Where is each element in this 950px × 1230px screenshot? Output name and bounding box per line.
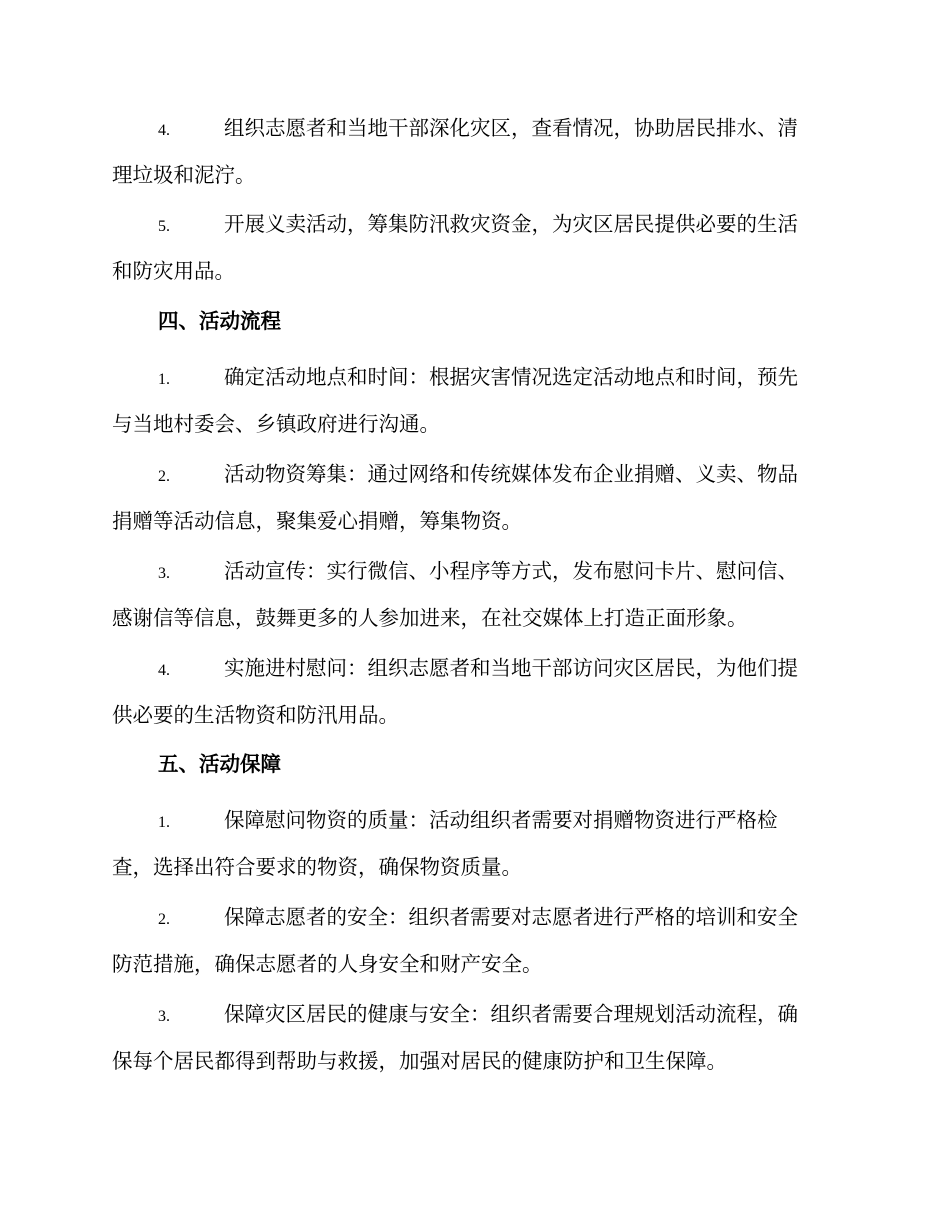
item-text-line1: 保障志愿者的安全：组织者需要对志愿者进行严格的培训和安全 <box>224 905 798 929</box>
item-text-line2: 和防灾用品。 <box>112 259 235 283</box>
list-item <box>112 646 834 737</box>
item-number: 1. <box>158 814 170 831</box>
item-text-line2: 防范措施，确保志愿者的人身安全和财产安全。 <box>112 952 543 976</box>
item-number: 3. <box>158 565 170 582</box>
item-number: 1. <box>158 371 170 388</box>
item-text-line1: 组织志愿者和当地干部深化灾区，查看情况，协助居民排水、清 <box>224 116 798 140</box>
item-text-line1: 确定活动地点和时间：根据灾害情况选定活动地点和时间，预先 <box>224 365 798 389</box>
list-item <box>112 202 834 293</box>
item-number: 5. <box>158 218 170 235</box>
section-heading: 五、活动保障 <box>158 752 281 776</box>
item-text-line1: 保障灾区居民的健康与安全：组织者需要合理规划活动流程，确 <box>224 1002 798 1026</box>
list-item <box>112 106 834 197</box>
list-item <box>112 549 834 640</box>
item-text-line1: 保障慰问物资的质量：活动组织者需要对捐赠物资进行严格检 <box>224 808 778 832</box>
item-text-line2: 保每个居民都得到帮助与救援，加强对居民的健康防护和卫生保障。 <box>112 1049 727 1073</box>
item-number: 3. <box>158 1008 170 1025</box>
item-text-line2: 与当地村委会、乡镇政府进行沟通。 <box>112 412 440 436</box>
item-number: 2. <box>158 911 170 928</box>
list-item <box>112 992 834 1083</box>
item-number: 4. <box>158 662 170 679</box>
item-text-line2: 理垃圾和泥泞。 <box>112 163 256 187</box>
item-number: 2. <box>158 468 170 485</box>
item-text-line1: 活动宣传：实行微信、小程序等方式，发布慰问卡片、慰问信、 <box>224 559 798 583</box>
item-text-line1: 活动物资筹集：通过网络和传统媒体发布企业捐赠、义卖、物品 <box>224 462 798 486</box>
item-text-line2: 感谢信等信息，鼓舞更多的人参加进来，在社交媒体上打造正面形象。 <box>112 606 748 630</box>
item-text-line1: 实施进村慰问：组织志愿者和当地干部访问灾区居民，为他们提 <box>224 656 798 680</box>
item-number: 4. <box>158 122 170 139</box>
item-text-line2: 供必要的生活物资和防汛用品。 <box>112 703 399 727</box>
item-text-line2: 查，选择出符合要求的物资，确保物资质量。 <box>112 855 522 879</box>
list-item <box>112 895 834 986</box>
list-item <box>112 355 834 446</box>
item-text-line2: 捐赠等活动信息，聚集爱心捐赠，筹集物资。 <box>112 509 522 533</box>
section-heading: 四、活动流程 <box>158 309 281 333</box>
list-item <box>112 452 834 543</box>
item-text-line1: 开展义卖活动，筹集防汛救灾资金，为灾区居民提供必要的生活 <box>224 212 798 236</box>
list-item <box>112 798 834 889</box>
